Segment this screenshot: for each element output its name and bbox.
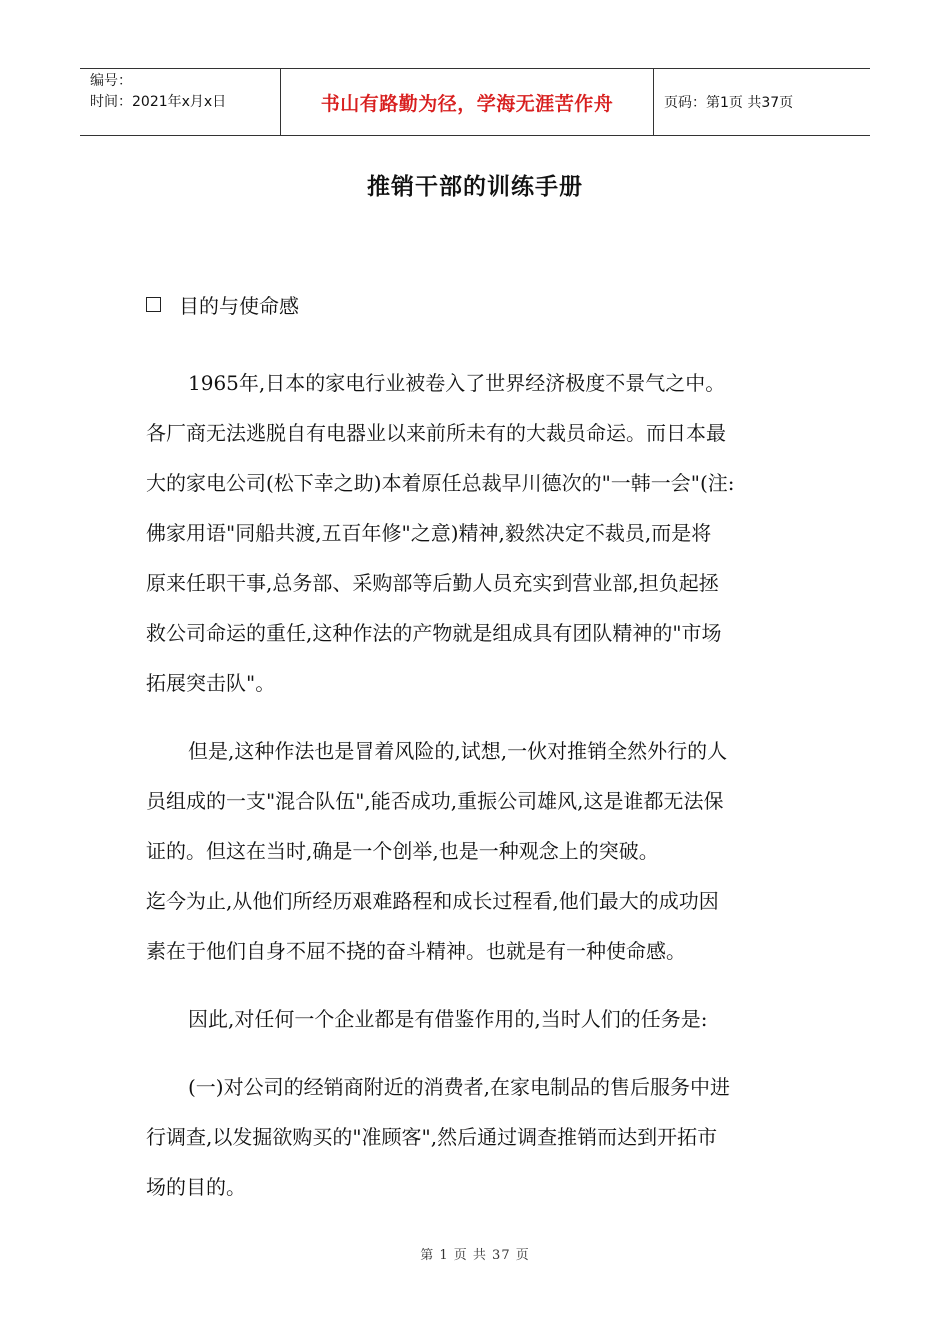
text-line: 原来任职干事,总务部、采购部等后勤人员充实到营业部,担负起拯 xyxy=(146,571,719,595)
text-line: 迄今为止,从他们所经历艰难路程和成长过程看,他们最大的成功因 xyxy=(146,889,719,913)
paragraph-gap xyxy=(146,1044,826,1062)
page-footer: 第 1 页 共 37 页 xyxy=(420,1248,530,1263)
date-label: 时间：2021年x月x日 xyxy=(90,94,227,110)
section-heading-text: 目的与使命感 xyxy=(179,294,299,318)
text-line: 1965年,日本的家电行业被卷入了世界经济极度不景气之中。 xyxy=(188,371,726,395)
paragraph-gap xyxy=(146,976,826,994)
text-line: 场的目的。 xyxy=(146,1175,246,1199)
text-line: 证的。但这在当时,确是一个创举,也是一种观念上的突破。 xyxy=(146,839,659,863)
document-title: 推销干部的训练手册 xyxy=(367,174,583,200)
header-page-info: 页码：第1页 共37页 xyxy=(664,95,794,111)
text-line: 佛家用语"同船共渡,五百年修"之意)精神,毅然决定不裁员,而是将 xyxy=(146,521,712,545)
text-line: 但是,这种作法也是冒着风险的,试想,一伙对推销全然外行的人 xyxy=(188,739,728,763)
text-line: 拓展突击队"。 xyxy=(146,671,276,695)
text-line: 行调查,以发掘欲购买的"准顾客",然后通过调查推销而达到开拓市 xyxy=(146,1125,718,1149)
paragraph-1 xyxy=(146,358,826,708)
number-label: 编号： xyxy=(90,73,132,89)
text-line: 因此,对任何一个企业都是有借鉴作用的,当时人们的任务是: xyxy=(188,1007,708,1031)
text-line: 救公司命运的重任,这种作法的产物就是组成具有团队精神的"市场 xyxy=(146,621,722,645)
checkbox-icon xyxy=(146,297,161,312)
text-line: 员组成的一支"混合队伍",能否成功,重振公司雄风,这是谁都无法保 xyxy=(146,789,724,813)
text-line: 各厂商无法逃脱自有电器业以来前所未有的大裁员命运。而日本最 xyxy=(146,421,726,445)
document-body xyxy=(146,358,826,1212)
text-line: 大的家电公司(松下幸之助)本着原任总裁早川德次的"一韩一会"(注: xyxy=(146,471,735,495)
text-line: (一)对公司的经销商附近的消费者,在家电制品的售后服务中进 xyxy=(188,1075,730,1099)
document-header xyxy=(80,68,870,136)
header-meta-cell xyxy=(80,69,281,135)
text-line: 素在于他们自身不屈不挠的奋斗精神。也就是有一种使命感。 xyxy=(146,939,686,963)
header-motto: 书山有路勤为径，学海无涯苦作舟 xyxy=(281,69,654,135)
section-heading xyxy=(146,290,299,319)
paragraph-3 xyxy=(146,994,826,1044)
paragraph-4 xyxy=(146,1062,826,1212)
paragraph-gap xyxy=(146,708,826,726)
paragraph-2 xyxy=(146,726,826,976)
